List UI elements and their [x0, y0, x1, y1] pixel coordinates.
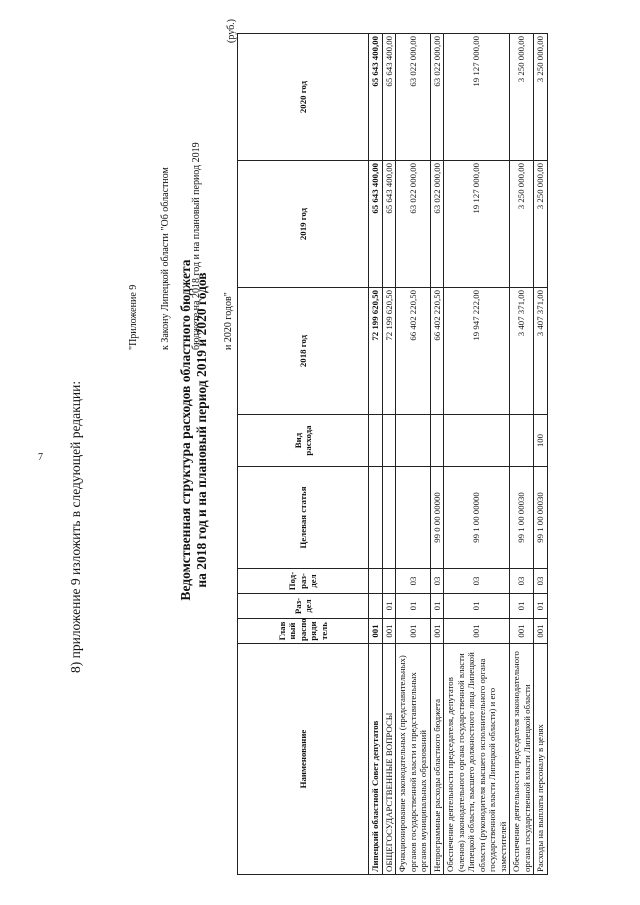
cell-vid	[382, 415, 396, 467]
cell-2018: 3 407 371,00	[510, 288, 534, 415]
cell-2018: 66 402 220,50	[396, 288, 431, 415]
cell-name: Функционирование законодательных (представительных) органов государственной власти и представительных органов муниципальных образований	[396, 644, 431, 875]
cell-glav: 001	[396, 619, 431, 644]
cell-target	[369, 467, 383, 569]
appendix-line: бюджете на 2018 год и на плановый период 2019	[191, 142, 202, 350]
header-name: Наименование	[238, 644, 369, 875]
cell-razdel: 01	[444, 594, 510, 619]
cell-2019: 65 643 400,00	[382, 161, 396, 288]
header-2020: 2020 год	[238, 34, 369, 161]
cell-glav: 001	[444, 619, 510, 644]
intro-text: 8) приложение 9 изложить в следующей редакции:	[68, 380, 83, 673]
cell-razdel: 01	[510, 594, 534, 619]
cell-razdel: 01	[382, 594, 396, 619]
header-razdel: Раз- дел	[238, 594, 369, 619]
cell-podrazdel: 03	[444, 569, 510, 594]
cell-2020: 65 643 400,00	[369, 34, 383, 161]
cell-2020: 3 250 000,00	[534, 34, 548, 161]
cell-glav: 001	[510, 619, 534, 644]
table-row	[382, 34, 396, 875]
table-row	[534, 34, 548, 875]
cell-2019: 63 022 000,00	[430, 161, 444, 288]
cell-name: Обеспечение деятельности председателя законодательного органа государственной власти Липецкой области	[510, 644, 534, 875]
cell-target: 99 0 00 00000	[430, 467, 444, 569]
cell-2018: 72 199 620,50	[382, 288, 396, 415]
cell-glav: 001	[382, 619, 396, 644]
cell-name: ОБЩЕГОСУДАРСТВЕННЫЕ ВОПРОСЫ	[382, 644, 396, 875]
cell-2020: 63 022 000,00	[396, 34, 431, 161]
cell-vid	[430, 415, 444, 467]
cell-razdel: 01	[430, 594, 444, 619]
cell-podrazdel: 03	[534, 569, 548, 594]
table-header-row	[238, 34, 369, 875]
cell-2019: 19 127 000,00	[444, 161, 510, 288]
cell-podrazdel: 03	[510, 569, 534, 594]
cell-target	[396, 467, 431, 569]
cell-podrazdel	[382, 569, 396, 594]
cell-target: 99 1 00 00030	[534, 467, 548, 569]
cell-name: Непрограммные расходы областного бюджета	[430, 644, 444, 875]
appendix-line: и 2020 годов"	[222, 292, 234, 350]
appendix-line: к Закону Липецкой области "Об областном	[159, 167, 171, 350]
cell-vid	[396, 415, 431, 467]
cell-razdel	[369, 594, 383, 619]
header-2019: 2019 год	[238, 161, 369, 288]
page-number: 7	[38, 452, 43, 463]
table-row	[396, 34, 431, 875]
cell-2020: 3 250 000,00	[510, 34, 534, 161]
cell-2020: 63 022 000,00	[430, 34, 444, 161]
table-row	[369, 34, 383, 875]
cell-glav: 001	[369, 619, 383, 644]
cell-2018: 3 407 371,00	[534, 288, 548, 415]
header-podrazdel: Под- раз- дел	[238, 569, 369, 594]
cell-2018: 72 199 620,50	[369, 288, 383, 415]
table-row	[430, 34, 444, 875]
cell-target	[382, 467, 396, 569]
header-2018: 2018 год	[238, 288, 369, 415]
cell-name: Обеспечение деятельности председателя, депутатов (членов) законодательного органа государственной власти Липецкой области, высшего должностного лица Липецкой области (руководителя высшего исполнительного органа государственной власти Липецкой области) и его заместителей	[444, 644, 510, 875]
cell-razdel: 01	[396, 594, 431, 619]
cell-2019: 63 022 000,00	[396, 161, 431, 288]
appendix-line: "Приложение 9	[128, 284, 139, 350]
header-glav: Глав ный распо ряди тель	[238, 619, 369, 644]
unit-label: (руб.)	[226, 19, 237, 43]
cell-name: Липецкий областной Совет депутатов	[369, 644, 383, 875]
cell-2018: 19 947 222,00	[444, 288, 510, 415]
table-row	[510, 34, 534, 875]
title-line: Ведомственная структура расходов областного бюджета	[178, 259, 193, 601]
cell-2020: 65 643 400,00	[382, 34, 396, 161]
cell-glav: 001	[430, 619, 444, 644]
cell-name: Расходы на выплаты персоналу в целях	[534, 644, 548, 875]
cell-2019: 3 250 000,00	[510, 161, 534, 288]
cell-glav: 001	[534, 619, 548, 644]
cell-2018: 66 402 220,50	[430, 288, 444, 415]
cell-2019: 65 643 400,00	[369, 161, 383, 288]
cell-vid: 100	[534, 415, 548, 467]
header-target: Целевая статья	[238, 467, 369, 569]
cell-target: 99 1 00 00000	[444, 467, 510, 569]
cell-2019: 3 250 000,00	[534, 161, 548, 288]
cell-podrazdel: 03	[430, 569, 444, 594]
header-vid: Вид расхода	[238, 415, 369, 467]
document-title	[178, 195, 210, 665]
cell-target: 99 1 00 00030	[510, 467, 534, 569]
cell-razdel: 01	[534, 594, 548, 619]
budget-table	[237, 33, 548, 875]
table-row	[444, 34, 510, 875]
cell-vid	[369, 415, 383, 467]
title-line: на 2018 год и на плановый период 2019 и 2020 годов	[194, 272, 209, 588]
cell-podrazdel	[369, 569, 383, 594]
cell-vid	[510, 415, 534, 467]
cell-podrazdel: 03	[396, 569, 431, 594]
cell-2020: 19 127 000,00	[444, 34, 510, 161]
cell-vid	[444, 415, 510, 467]
